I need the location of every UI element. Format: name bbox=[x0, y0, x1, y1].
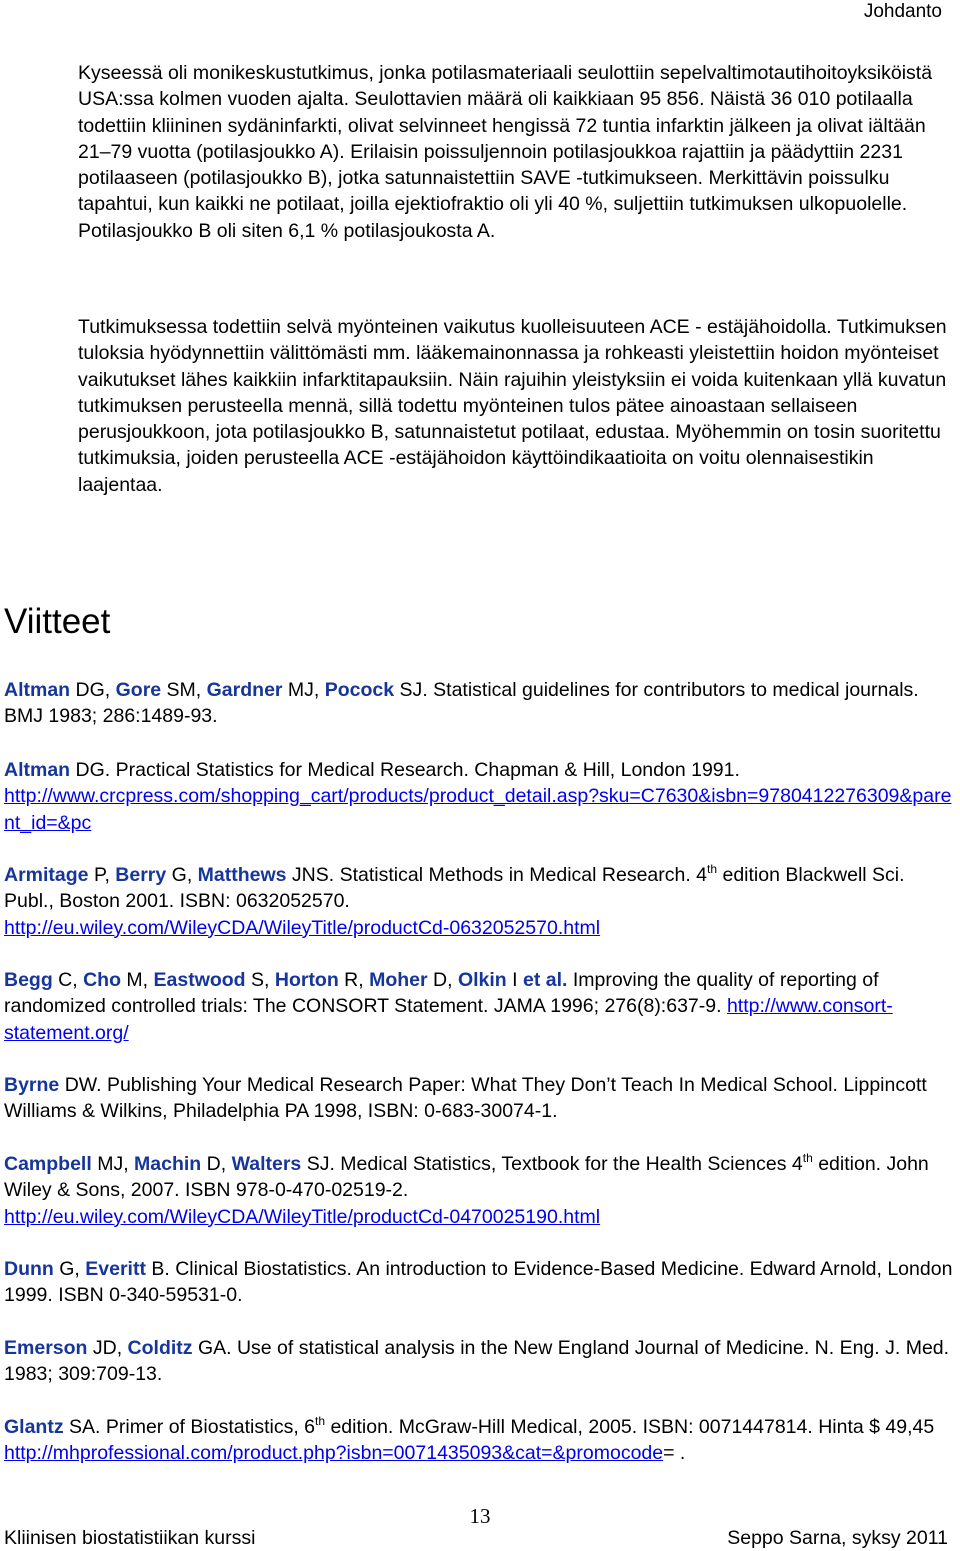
author-name[interactable]: Horton bbox=[274, 969, 339, 991]
author-initials: G, bbox=[53, 1258, 86, 1280]
author-name[interactable]: Glantz bbox=[4, 1416, 64, 1438]
author-name[interactable]: Gardner bbox=[206, 679, 283, 701]
author-initials: B bbox=[145, 1258, 165, 1280]
reference-link[interactable]: http://www.crcpress.com/shopping_cart/products/product_detail.asp?sku=C7630&isbn=9780412276309&parent_id=&pc bbox=[4, 785, 952, 834]
author-initials: R, bbox=[338, 969, 370, 991]
footer-course-title: Kliinisen biostatistiikan kurssi bbox=[4, 1527, 256, 1549]
reference-link[interactable]: http://mhprofessional.com/product.php?isbn=0071435093&cat=&promocode bbox=[4, 1442, 664, 1465]
et-al-link[interactable]: et al. bbox=[522, 969, 568, 991]
author-initials: SA bbox=[63, 1416, 96, 1438]
author-name[interactable]: Cho bbox=[83, 969, 121, 991]
reference-altman-gore-gardner-pocock bbox=[4, 677, 954, 730]
author-initials: D, bbox=[201, 1153, 232, 1175]
author-name[interactable]: Campbell bbox=[4, 1153, 92, 1175]
reference-campbell-machin-walters bbox=[4, 1151, 954, 1230]
reference-emerson-colditz bbox=[4, 1335, 954, 1388]
body-paragraph-1: Kyseessä oli monikeskustutkimus, jonka potilasmateriaali seulottiin sepelvaltimotautihoitoyksiköistä USA:ssa kolmen vuoden ajalta. Seulottavien määrä oli kaikkiaan 95 856. Näistä 36 010 potilaalla todettiin kliininen sydäninfarkti, olivat selvinneet hengissä 72 tuntia infarktin jälkeen ja olivat iältään 21–79 vuotta (potilasjoukko A). Erilaisin poissuljennoin potilasjoukkoa rajattiin ja päädyttiin 2231 potilaaseen (potilasjoukko B), jotka satunnaistettiin SAVE -tutkimukseen. Merkittävin poissulku tapahtui, kun kaikki ne potilaat, joilla ejektiofraktio oli yli 40 %, suljettiin tutkimuksen ulkopuolelle. Potilasjoukko B oli siten 6,1 % potilasjoukosta A. bbox=[78, 62, 933, 242]
author-name[interactable]: Emerson bbox=[4, 1337, 88, 1359]
author-initials: M, bbox=[121, 969, 154, 991]
reference-text: . Practical Statistics for Medical Research. Chapman & Hill, London 1991. bbox=[104, 759, 740, 781]
author-name[interactable]: Altman bbox=[4, 759, 71, 781]
author-initials: GA bbox=[192, 1337, 227, 1359]
author-name[interactable]: Dunn bbox=[4, 1258, 54, 1280]
reference-armitage-berry-matthews bbox=[4, 862, 954, 941]
page-header-section: Johdanto bbox=[863, 1, 942, 22]
author-name[interactable]: Altman bbox=[4, 679, 71, 701]
author-initials: DW bbox=[59, 1074, 97, 1096]
reference-text: edition. McGraw-Hill Medical, 2005. ISBN: 0071447814. Hinta $ 49,45 bbox=[325, 1416, 935, 1438]
superscript: th bbox=[802, 1151, 813, 1165]
author-initials: P, bbox=[88, 864, 116, 886]
reference-text: edition. John Wiley & Sons, 2007. ISBN 978-0-470-02519-2. bbox=[4, 1153, 929, 1202]
author-initials: C, bbox=[52, 969, 84, 991]
reference-text: . Statistical guidelines for contributors to medical journals. BMJ 1983; 286:1489-93. bbox=[4, 679, 919, 728]
author-initials: SM, bbox=[161, 679, 207, 701]
reference-text: Improving the quality of reporting of randomized controlled trials: The CONSORT Statement. JAMA 1996; 276(8):637-9. bbox=[4, 969, 879, 1018]
author-initials: JD, bbox=[87, 1337, 128, 1359]
author-name[interactable]: Colditz bbox=[127, 1337, 193, 1359]
author-initials: G, bbox=[166, 864, 198, 886]
superscript: th bbox=[707, 862, 718, 876]
author-name[interactable]: Armitage bbox=[4, 864, 89, 886]
reference-text: = . bbox=[663, 1442, 686, 1465]
reference-text: . Publishing Your Medical Research Paper: What They Don’t Teach In Medical School. Lippincott Williams & Wilkins, Philadelphia PA 1998, ISBN: 0-683-30074-1. bbox=[4, 1074, 927, 1123]
author-initials: I bbox=[506, 969, 523, 991]
reference-link[interactable]: http://eu.wiley.com/WileyCDA/WileyTitle/productCd-0632052570.html bbox=[4, 916, 601, 939]
author-name[interactable]: Gore bbox=[115, 679, 162, 701]
reference-text: . Clinical Biostatistics. An introduction to Evidence-Based Medicine. Edward Arnold, London 1999. ISBN 0-340-59531-0. bbox=[4, 1258, 953, 1307]
reference-begg-consort bbox=[4, 967, 954, 1046]
author-name[interactable]: Pocock bbox=[324, 679, 395, 701]
author-initials: JNS bbox=[286, 864, 329, 886]
reference-text: . Use of statistical analysis in the New England Journal of Medicine. N. Eng. J. Med. 1983; 309:709-13. bbox=[4, 1337, 950, 1386]
author-name[interactable]: Eastwood bbox=[153, 969, 246, 991]
references-heading: Viitteet bbox=[4, 602, 111, 641]
author-initials: SJ bbox=[301, 1153, 330, 1175]
reference-text: . Primer of Biostatistics, 6 bbox=[95, 1416, 316, 1438]
author-name[interactable]: Olkin bbox=[457, 969, 507, 991]
superscript: th bbox=[315, 1414, 326, 1428]
author-initials: D, bbox=[427, 969, 458, 991]
author-name[interactable]: Begg bbox=[4, 969, 53, 991]
author-name[interactable]: Byrne bbox=[4, 1074, 60, 1096]
author-initials: SJ bbox=[394, 679, 423, 701]
body-paragraph-2: Tutkimuksessa todettiin selvä myönteinen vaikutus kuolleisuuteen ACE - estäjähoidolla. Tutkimuksen tuloksia hyödynnettiin välittömästi mm. lääkemainonnassa ja rohkeasti yleistettiin hoidon myönteiset vaikutukset lähes kaikkiin infarktitapauksiin. Näin rajuihin yleistyksiin ei voida kuitenkaan yllä kuvatun tutkimuksen perusteella mennä, sillä todettu myönteinen tulos pätee ainoastaan sellaiseen perusjoukkoon, jota potilasjoukko B, satunnaistetut potilaat, edustaa. Myöhemmin on tosin suoritettu tutkimuksia, joiden perusteella ACE -estäjähoidon käyttöindikaatioita on voitu olennaisestikin laajentaa. bbox=[78, 316, 947, 496]
author-name[interactable]: Machin bbox=[134, 1153, 202, 1175]
author-name[interactable]: Berry bbox=[115, 864, 167, 886]
reference-glantz bbox=[4, 1414, 954, 1467]
reference-altman-practical-statistics bbox=[4, 757, 954, 836]
author-initials: S, bbox=[245, 969, 275, 991]
author-initials: DG, bbox=[70, 679, 116, 701]
reference-link[interactable]: http://eu.wiley.com/WileyCDA/WileyTitle/productCd-0470025190.html bbox=[4, 1205, 601, 1228]
author-initials: MJ, bbox=[282, 679, 325, 701]
reference-text: edition Blackwell Sci. Publ., Boston 2001. ISBN: 0632052570. bbox=[4, 864, 905, 913]
reference-byrne bbox=[4, 1072, 954, 1125]
reference-text: . Medical Statistics, Textbook for the Health Sciences 4 bbox=[329, 1153, 803, 1175]
author-initials: MJ, bbox=[91, 1153, 135, 1175]
author-initials: DG bbox=[70, 759, 105, 781]
author-name[interactable]: Walters bbox=[231, 1153, 302, 1175]
reference-link[interactable]: http://www.consort-statement.org/ bbox=[4, 995, 893, 1044]
author-name[interactable]: Matthews bbox=[197, 864, 287, 886]
page-number: 13 bbox=[469, 1504, 491, 1528]
reference-text: . Statistical Methods in Medical Research. 4 bbox=[328, 864, 708, 886]
author-name[interactable]: Moher bbox=[369, 969, 428, 991]
author-name[interactable]: Everitt bbox=[85, 1258, 146, 1280]
footer-author-term: Seppo Sarna, syksy 2011 bbox=[727, 1527, 948, 1549]
reference-dunn-everitt bbox=[4, 1256, 954, 1309]
